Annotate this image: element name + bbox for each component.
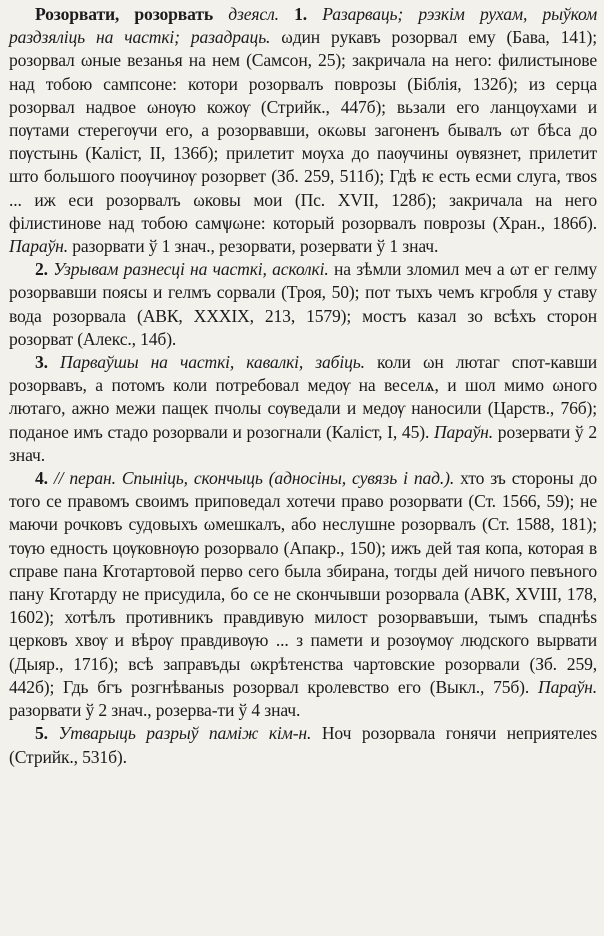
compare-label: Параўн. xyxy=(9,236,68,257)
compare-label: Параўн. xyxy=(434,421,493,442)
compare-text: разорвати ў 2 знач., розерва-ти ў 4 знач. xyxy=(9,700,301,721)
headword: Розорвати, розорвать xyxy=(35,4,213,24)
sense-1 xyxy=(9,3,597,258)
sense-number: 4. xyxy=(35,468,48,489)
sense-citations: ωдин рукавъ розорвал ему (Бава, 141); розорвал ωные везанья на нем (Самсон, 25); закричала на него: филистынове над тобою сампсоне: котори розорвалъ поврозы (Біблія, 132б); из серца розорвал надвое ωнѹю кожѹ (Стрийк., 447б); вьзали его ланцѹхами и пѹтами стерегѹчи его, а розорвавши, окωвы загоненъ бывалъ ωт бѣса до пѹстынь (Каліст, II, 136б); прилетит мѹха до паѹчины ѹвязнет, прилетит што большого поѹчинѹ розорвет (Зб. 259, 511б); Гдѣ ѥ есть есми слуга, твоѕ ... иж еси розорвалъ ωковы мои (Пс. XVII, 128б); закричала на него філистинове над тобою самѱωне: который розорвалъ поврозы (Хран., 186б). xyxy=(9,27,597,233)
sense-gloss: Утварыць разрыў паміж кім-н. xyxy=(58,723,312,744)
sense-number: 5. xyxy=(35,723,48,744)
sense-citations: хто зъ стороны до того се правомъ своимъ приповедал хотечи право розорвати (Ст. 1566, 59); не маючи рочковъ судовыхъ ωмешкалъ, або неслушне розорвалъ (Ст. 1588, 181); тѹю едность цѹковнѹю розорвало (Апакр., 150); ижъ дей тая копа, которая в справе пана Кготартовой перво сего была збирана, тогды дей ничого певъного пану Кготарду не присудила, бо се не скончывши розорвала (АВК, XVIII, 178, 1602); хотѣлъ противникъ правдивую милост розорвавъши, тымъ спаднѣѕ церковъ хвѹ и вѣрѹ правдивѹю ... з памети и розѹмѹ людского вырвати (Дыяр., 171б); всѣ заправъды ωкрѣтенства чартовские розорвали (Зб. 259, 442б); Гдь бгъ розгнѣваныѕ розорвал кролевство его (Выкл., 75б). xyxy=(9,468,598,697)
sense-citations: на зѣмли зломил меч а ωт ег гелму розорвавши поясы и гелмъ сорвали (Троя, 50); пот тыхъ чемъ кгробля у ставу вода розорвала (АВК, XXXIX, 213, 1579); мостъ казал зо всѣхъ сторон розорват (Алекс., 14б). xyxy=(9,259,597,349)
compare-label: Параўн. xyxy=(538,676,597,697)
sense-gloss: Парваўшы на часткі, кавалкі, забіць. xyxy=(60,352,365,373)
sense-gloss: // перан. Спыніць, скончыць (адносіны, сувязь і пад.). xyxy=(53,468,455,489)
sense-number: 3. xyxy=(35,352,48,373)
sense-4 xyxy=(9,467,597,722)
part-of-speech: дзеясл. xyxy=(228,4,279,24)
sense-number: 1. xyxy=(294,4,308,24)
sense-number: 2. xyxy=(35,259,48,280)
sense-citations: коли ωн лютаг спот-кавши розорвавъ, а потомъ коли потребовал медѹ на веселѧ, и шол мимо ωного лютаго, ажно межи пащек пчолы сѹведали и медѹ наносили (Царств., 76б); поданое имъ стадо розорвали и розогнали (Каліст, I, 45). xyxy=(9,352,597,442)
sense-gloss: Разарваць; рэзкім рухам, рыўком раздзяліць на часткі; разадраць. xyxy=(9,4,598,48)
sense-3 xyxy=(9,351,597,467)
compare-text: разорвати ў 1 знач., резорвати, розервати ў 1 знач. xyxy=(72,236,439,257)
sense-5 xyxy=(9,722,597,768)
sense-2 xyxy=(9,258,597,351)
compare-text: розервати ў 2 знач. xyxy=(9,421,598,465)
sense-citations: Ноч розорвала гонячи неприятелеѕ (Стрийк., 531б). xyxy=(9,723,598,767)
sense-gloss: Узрывам разнесці на часткі, асколкі. xyxy=(53,259,329,280)
